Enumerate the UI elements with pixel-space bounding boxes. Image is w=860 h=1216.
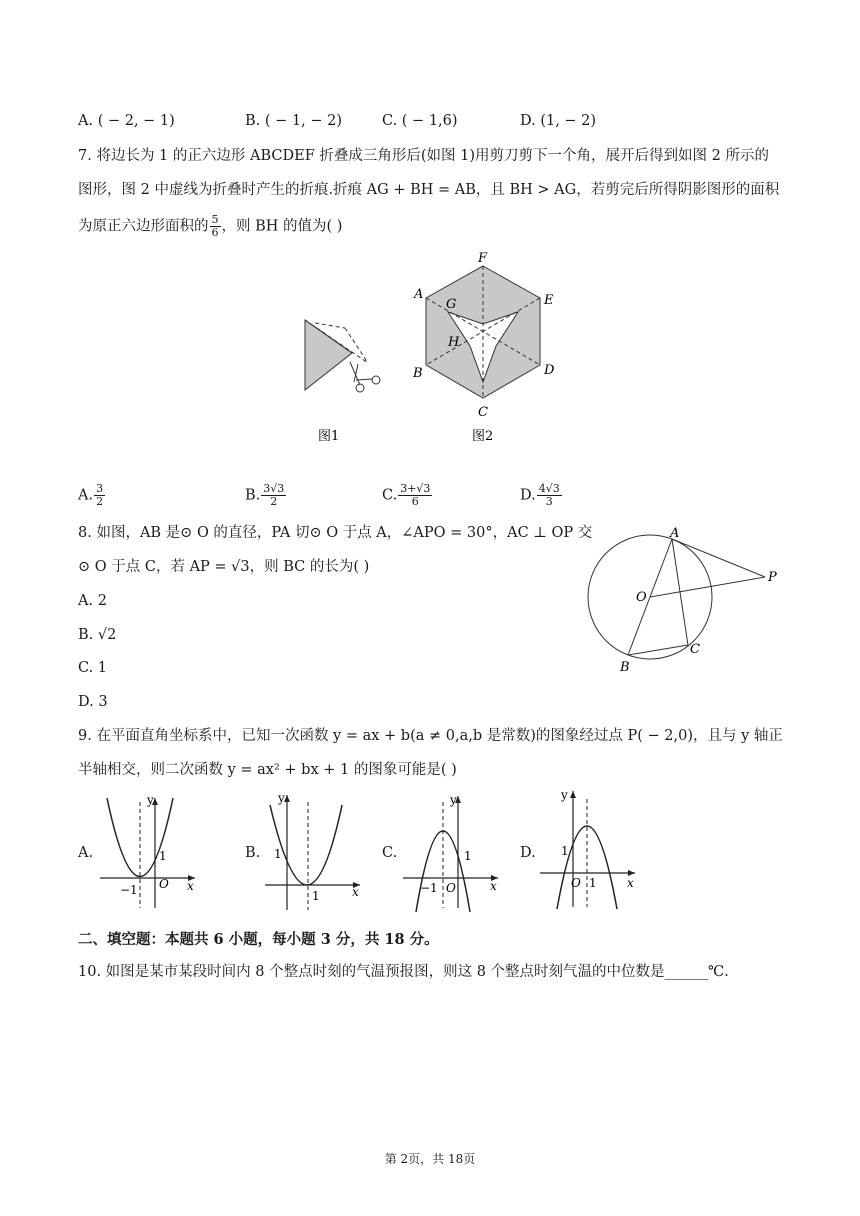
q7-figure bbox=[290, 250, 580, 450]
label-A: A bbox=[670, 526, 680, 541]
svg-text:1: 1 bbox=[561, 844, 569, 858]
fig1-caption: 图1 bbox=[318, 429, 340, 444]
svg-text:1: 1 bbox=[274, 847, 282, 861]
svg-text:y: y bbox=[450, 793, 457, 807]
label-P: P bbox=[768, 570, 777, 585]
q9-graph-d bbox=[537, 785, 647, 910]
svg-text:O: O bbox=[571, 876, 581, 890]
label-H: H bbox=[448, 335, 460, 350]
q9-line-2: 半轴相交，则二次函数 y = ax² + bx + 1 的图象可能是( ) bbox=[78, 762, 457, 778]
q8-line-1: 8. 如图，AB 是⊙ O 的直径，PA 切⊙ O 于点 A，∠APO = 30°，AC ⊥ OP 交 bbox=[78, 525, 593, 541]
svg-text:O: O bbox=[159, 877, 169, 891]
q7-line-3-post: ，则 BH 的值为( ) bbox=[221, 218, 343, 235]
page-footer: 第 2页，共 18页 bbox=[384, 1152, 476, 1166]
q7-option-d: D. $\frac{4√3}{3}$ bbox=[520, 482, 560, 508]
q6-option-d: D. (1, − 2) bbox=[520, 113, 597, 129]
svg-text:x: x bbox=[352, 885, 359, 899]
q6-option-b: B. ( − 1, − 2) bbox=[245, 113, 342, 129]
svg-text:−1: −1 bbox=[120, 883, 138, 897]
q7-line-1: 7. 将边长为 1 的正六边形 ABCDEF 折叠成三角形后(如图 1)用剪刀剪下一个角，展开后得到如图 2 所示的 bbox=[78, 148, 769, 164]
label-A: A bbox=[414, 287, 424, 302]
svg-text:x: x bbox=[490, 879, 497, 893]
q10-line: 10. 如图是某市某段时间内 8 个整点时刻的气温预报图，则这 8 个整点时刻气温的中位数是______℃. bbox=[78, 964, 729, 980]
label-F: F bbox=[478, 251, 488, 266]
q7-option-b: B. $\frac{3√3}{2}$ bbox=[245, 482, 285, 508]
svg-text:y: y bbox=[278, 791, 285, 805]
q9-line-1: 9. 在平面直角坐标系中，已知一次函数 y = ax + b(a ≠ 0,a,b 是常数)的图象经过点 P( − 2,0)，且与 y 轴正 bbox=[78, 728, 783, 744]
fig2-hexagon bbox=[412, 251, 555, 420]
fig2-caption: 图2 bbox=[472, 429, 494, 444]
q7-line-3-pre: 为原正六边形面积的 bbox=[78, 218, 209, 235]
label-O: O bbox=[636, 590, 647, 605]
label-C: C bbox=[478, 405, 488, 420]
q8-option-a: A. 2 bbox=[78, 593, 107, 609]
svg-text:1: 1 bbox=[464, 849, 472, 863]
svg-text:1: 1 bbox=[589, 876, 597, 890]
svg-text:x: x bbox=[187, 879, 194, 893]
q9-option-d-label: D. bbox=[520, 845, 536, 861]
q6-option-c: C. ( − 1,6) bbox=[382, 113, 458, 129]
svg-text:x: x bbox=[627, 876, 634, 890]
scissors-icon bbox=[350, 362, 380, 392]
q6-option-a: A. ( − 2, − 1) bbox=[78, 113, 175, 129]
q8-line-2: ⊙ O 于点 C，若 AP = √3，则 BC 的长为( ) bbox=[78, 559, 370, 575]
label-B: B bbox=[620, 660, 630, 675]
label-D: D bbox=[544, 363, 555, 378]
q7-fraction: $\frac{5}{6}$ bbox=[211, 213, 219, 239]
q7-line-2: 图形，图 2 中虚线为折叠时产生的折痕.折痕 AG + BH = AB，且 BH > AG，若剪完后所得阴影图形的面积 bbox=[78, 182, 780, 198]
q8-option-d: D. 3 bbox=[78, 694, 108, 710]
q9-option-a-label: A. bbox=[78, 845, 94, 861]
section-2-heading: 二、填空题：本题共 6 小题，每小题 3 分，共 18 分。 bbox=[78, 931, 439, 948]
q9-option-c-label: C. bbox=[382, 845, 398, 861]
q7-option-a: A. $\frac{3}{2}$ bbox=[78, 482, 104, 508]
label-E: E bbox=[544, 293, 554, 308]
q9-graph-b bbox=[260, 790, 370, 915]
q9-graph-a bbox=[95, 790, 205, 915]
svg-text:y: y bbox=[561, 788, 568, 802]
label-B: B bbox=[413, 366, 423, 381]
q9-option-b-label: B. bbox=[245, 845, 261, 861]
q8-option-b: B. √2 bbox=[78, 627, 117, 643]
q7-line-3 bbox=[78, 214, 342, 239]
q7-option-c: C. $\frac{3+√3}{6}$ bbox=[382, 482, 431, 508]
q8-circle-figure bbox=[580, 525, 780, 680]
svg-text:1: 1 bbox=[312, 889, 320, 903]
label-G: G bbox=[446, 297, 457, 312]
svg-text:O: O bbox=[446, 881, 456, 895]
svg-text:1: 1 bbox=[159, 849, 167, 863]
q9-graph-c bbox=[398, 790, 508, 915]
svg-text:−1: −1 bbox=[420, 881, 438, 895]
label-C: C bbox=[690, 642, 700, 657]
svg-text:y: y bbox=[147, 793, 154, 807]
q8-option-c: C. 1 bbox=[78, 660, 108, 676]
